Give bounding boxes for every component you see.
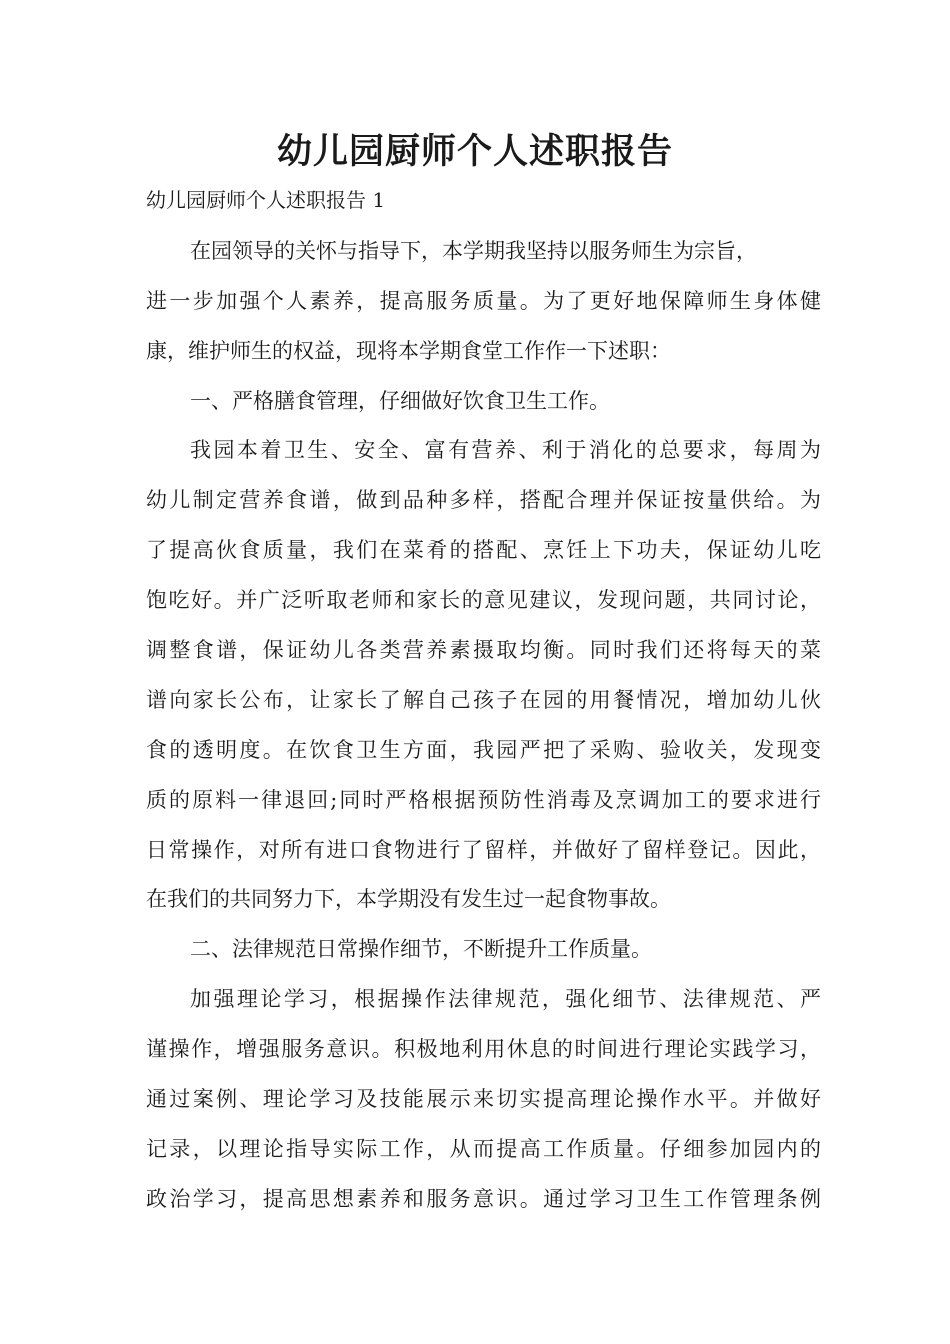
paragraph-2-line-8: 质的原料一律退回;同时严格根据预防性消毒及烹调加工的要求进行 (146, 788, 821, 812)
paragraph-3-line-2: 谨操作，增强服务意识。积极地利用休息的时间进行理论实践学习， (146, 1037, 821, 1061)
paragraph-2-line-6: 谱向家长公布，让家长了解自己孩子在园的用餐情况，增加幼儿伙 (146, 688, 821, 712)
paragraph-1-line-1: 在园领导的关怀与指导下，本学期我坚持以服务师生为宗旨， (190, 239, 757, 263)
paragraph-2-line-9: 日常操作，对所有进口食物进行了留样，并做好了留样登记。因此， (146, 838, 821, 862)
paragraph-2-line-7: 食的透明度。在饮食卫生方面，我园严把了采购、验收关，发现变 (146, 738, 821, 762)
paragraph-3-line-1: 加强理论学习，根据操作法律规范，强化细节、法律规范、严 (190, 987, 821, 1011)
paragraph-2-line-4: 饱吃好。并广泛听取老师和家长的意见建议，发现问题，共同讨论， (146, 588, 821, 612)
section-heading-2: 二、法律规范日常操作细节，不断提升工作质量。 (190, 937, 652, 961)
paragraph-2-line-1: 我园本着卫生、安全、富有营养、利于消化的总要求，每周为 (190, 438, 821, 462)
paragraph-2-line-5: 调整食谱，保证幼儿各类营养素摄取均衡。同时我们还将每天的菜 (146, 638, 821, 662)
section-subtitle: 幼儿园厨师个人述职报告 1 (146, 188, 386, 212)
paragraph-2-line-3: 了提高伙食质量，我们在菜肴的搭配、烹饪上下功夫，保证幼儿吃 (146, 538, 821, 562)
paragraph-3-line-5: 政治学习，提高思想素养和服务意识。通过学习卫生工作管理条例 (146, 1187, 821, 1211)
paragraph-2-line-10: 在我们的共同努力下，本学期没有发生过一起食物事故。 (146, 887, 671, 911)
paragraph-1-line-3: 康，维护师生的权益，现将本学期食堂工作作一下述职： (146, 339, 671, 363)
section-heading-1: 一、严格膳食管理，仔细做好饮食卫生工作。 (190, 389, 610, 413)
paragraph-3-line-4: 记录，以理论指导实际工作，从而提高工作质量。仔细参加园内的 (146, 1137, 821, 1161)
paragraph-1-line-2: 进一步加强个人素养，提高服务质量。为了更好地保障师生身体健 (146, 289, 821, 313)
paragraph-3-line-3: 通过案例、理论学习及技能展示来切实提高理论操作水平。并做好 (146, 1087, 821, 1111)
paragraph-2-line-2: 幼儿制定营养食谱，做到品种多样，搭配合理并保证按量供给。为 (146, 488, 821, 512)
document-title: 幼儿园厨师个人述职报告 (276, 132, 673, 172)
